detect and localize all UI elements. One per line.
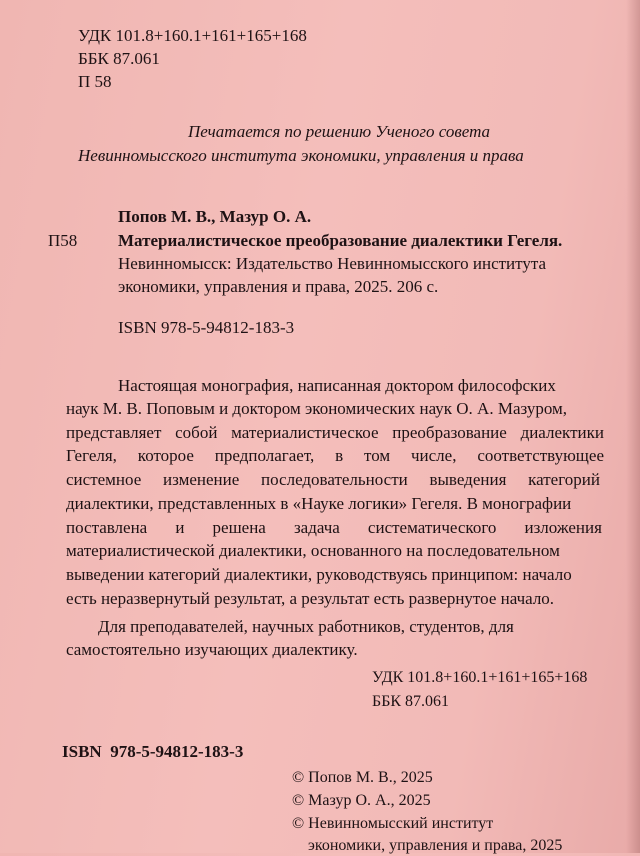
abstract-word: Настоящая монография, написанная доктором философских [118,376,556,395]
abstract-word: Гегеля, [66,446,117,465]
abstract-word: изложения [524,518,602,537]
abstract-word: преобразование [392,423,507,442]
abstract-word: поставлена [66,518,148,537]
abstract-word: диалектики [520,423,604,442]
abstract-word: предполагает, [214,446,315,465]
abstract-word: выведения [429,470,507,489]
page-edge-shadow [626,0,640,853]
isbn-number: 978-5-94812-183-3 [110,742,244,761]
copyright-institute: © Невинномысский институт [292,815,494,832]
footer-bbk: ББК 87.061 [372,693,450,710]
abstract-line [66,446,604,466]
abstract-word: категорий [528,470,600,489]
abstract-word: есть неразвернутый результат, а результат есть развернутое начало. [66,589,555,608]
abstract-line [66,541,560,561]
abstract-line [66,518,602,538]
footer-isbn [62,742,243,762]
abstract-word: которое [137,446,194,465]
imprint-line1: Невинномысск: Издательство Невинномысского института [118,254,547,273]
abstract-line [66,589,554,609]
publication-note-line2: Невинномысского института экономики, управления и права [78,146,524,165]
imprint-line2: экономики, управления и права, 2025. 206 с. [118,277,439,296]
abstract-word: задача [293,518,340,537]
abstract-word: собой [175,423,218,442]
abstract-line [66,423,604,443]
copyright-popov: © Попов М. В., 2025 [292,769,433,786]
copyright-mazur: © Мазур О. А., 2025 [292,792,431,809]
abstract-word: решена [212,518,266,537]
publication-note-line1: Печатается по решению Ученого совета [188,122,491,141]
abstract-word: соответствующее [477,446,604,465]
book-title: Материалистическое преобразование диалектики Гегеля. [118,231,563,250]
isbn-record: ISBN 978-5-94812-183-3 [118,318,295,337]
udk-code: УДК 101.8+160.1+161+165+168 [78,26,307,45]
abstract-line [118,376,556,396]
isbn-label: ISBN [62,742,102,761]
abstract-word: числе, [410,446,457,465]
abstract-word: наук М. В. Поповым и доктором экономических наук О. А. Мазуром, [66,399,568,418]
audience-line1: Для преподавателей, научных работников, студентов, для [98,617,514,636]
copyright-institute-cont: экономики, управления и права, 2025 [308,837,563,854]
catalog-index: П58 [48,231,78,250]
abstract-word: системное [66,470,142,489]
authors: Попов М. В., Мазур О. А. [118,207,312,226]
footer-udk: УДК 101.8+160.1+161+165+168 [372,669,588,686]
abstract-word: последовательности [261,470,408,489]
abstract-line [66,565,572,585]
author-mark: П 58 [78,72,112,91]
abstract-line [66,494,571,514]
abstract-word: представляет [66,423,162,442]
abstract-word: материалистическое [231,423,379,442]
audience-line2: самостоятельно изучающих диалектику. [66,640,358,659]
abstract-word: систематического [367,518,497,537]
abstract-word: в [335,446,344,465]
abstract-line [66,470,600,490]
abstract-word: выведении категорий диалектики, руководствуясь принципом: начало [66,565,572,584]
bbk-code: ББК 87.061 [78,49,160,68]
abstract-word: материалистической диалектики, основанного на последовательном [66,541,560,560]
abstract-line [66,399,567,419]
abstract-word: том [363,446,391,465]
abstract-word: изменение [163,470,240,489]
abstract-word: и [175,518,185,537]
abstract-word: диалектики, представленных в «Науке логики» Гегеля. В монографии [66,494,572,513]
